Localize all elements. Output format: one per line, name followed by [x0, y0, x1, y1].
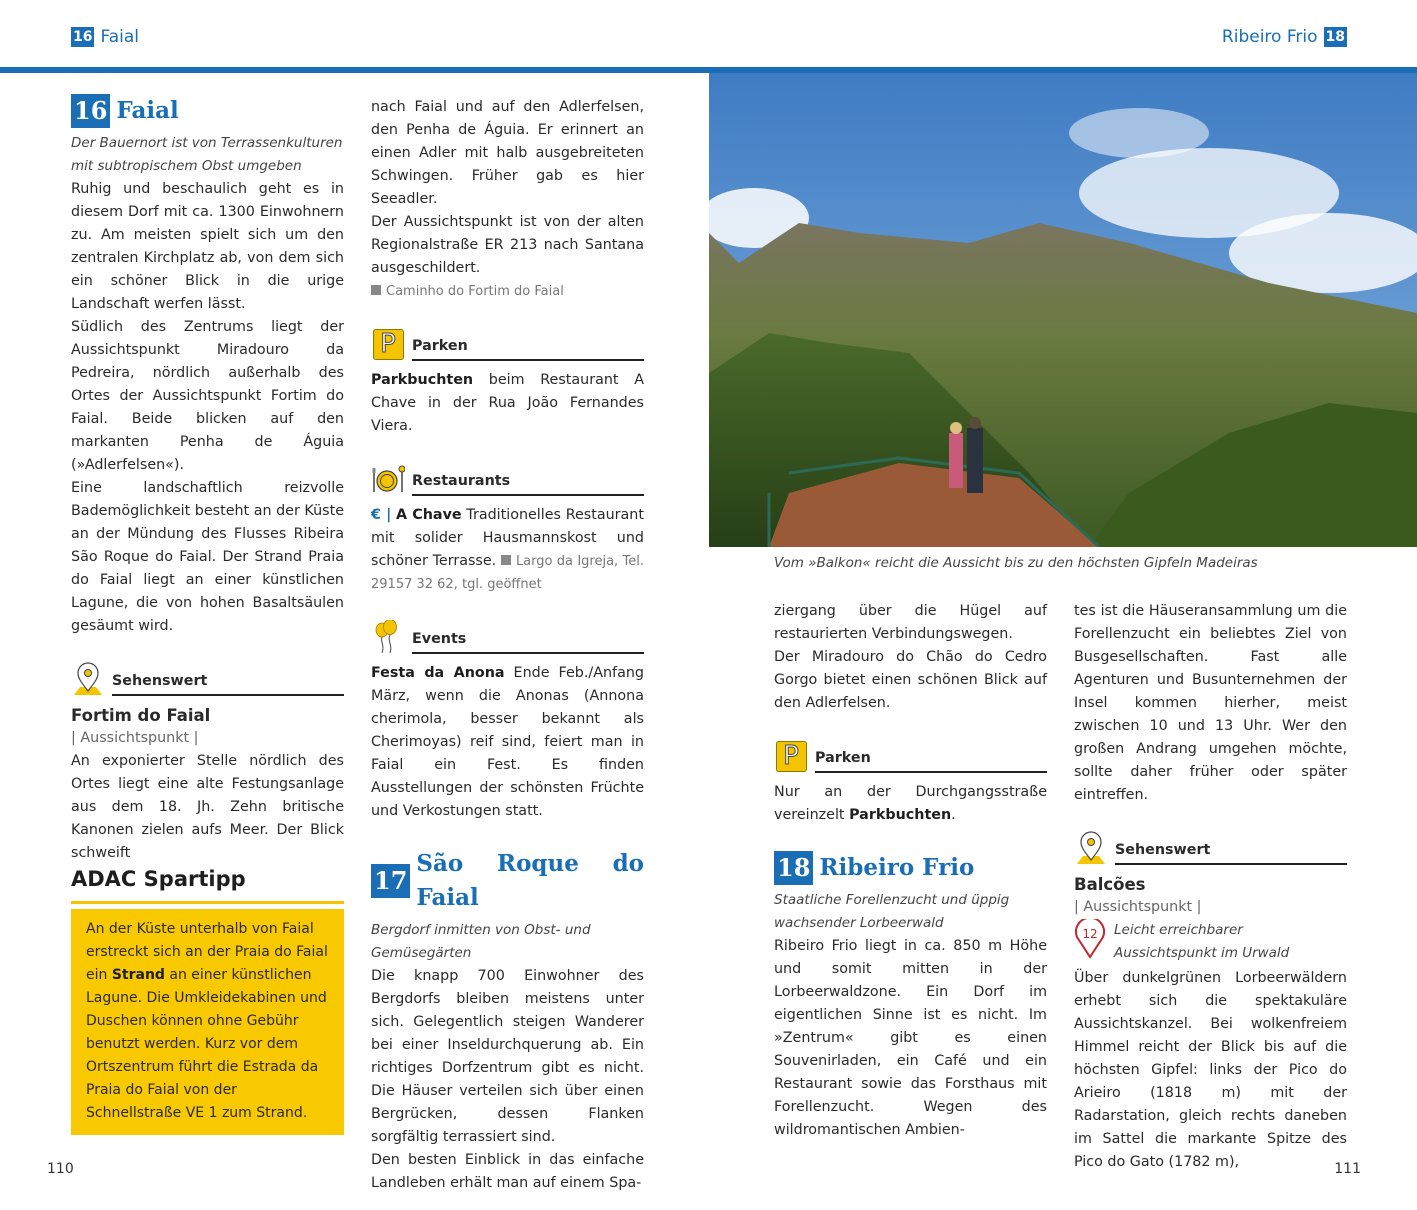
- spartipp-title: ADAC Spartipp: [71, 865, 344, 904]
- sehenswert-heading: [1074, 831, 1347, 865]
- chapter-number: 17: [371, 864, 410, 898]
- events-heading: [371, 620, 644, 654]
- plate-cutlery-icon: [371, 462, 405, 496]
- poi-name: Fortim do Faial: [71, 706, 211, 725]
- parking-icon: P: [371, 327, 405, 361]
- parking-info: [371, 369, 644, 438]
- map-pin-icon: [71, 662, 105, 696]
- parking-text: Nur an der Durchgangsstraße vereinzelt: [774, 784, 1047, 823]
- spartipp-box: [71, 909, 344, 1135]
- parken-heading: [371, 327, 644, 361]
- page-number-left: 110: [47, 1161, 74, 1177]
- restaurant-entry: [371, 504, 644, 596]
- parking-bold: Parkbuchten: [849, 807, 952, 823]
- running-head-number: 18: [1325, 29, 1345, 45]
- running-head-title: Faial: [100, 27, 139, 47]
- parking-text: beim Restaurant A Chave in der Rua João Fernandes Viera.: [371, 372, 644, 434]
- info-label: Events: [412, 628, 644, 654]
- info-label: Sehenswert: [112, 670, 344, 696]
- running-head-left: [71, 27, 139, 47]
- poi-address: [371, 280, 644, 303]
- spartipp-text: an einer künstlichen Lagune. Die Umkleidekabinen und Duschen können ohne Gebühr benutzt werden. Kurz vor dem Ortszentrum führt die Estrada da Praia do Faial von der Schnellstraße VE 1 zum Strand.: [86, 967, 327, 1121]
- running-head-right: [1222, 27, 1347, 47]
- info-label: Parken: [815, 747, 1047, 773]
- address-square-icon: [371, 285, 381, 295]
- page-number-right: 111: [1334, 1161, 1361, 1177]
- running-head-title: Ribeiro Frio: [1221, 27, 1318, 47]
- running-head-number: 16: [73, 29, 93, 45]
- poi-description: Der Aussichtspunkt ist von der alten Regionalstraße ER 213 nach Santana ausgeschildert.: [371, 214, 644, 276]
- restaurant-details: Largo da Igreja, Tel. 29157 32 62, tgl. geöffnet: [371, 554, 644, 592]
- map-marker-icon: [1074, 919, 1106, 967]
- poi-description: An exponierter Stelle nördlich des Ortes liegt eine alte Festungsanlage aus dem 18. Jh. Zehn britische Kanonen zielen aufs Meer. Der Blick schweift: [71, 753, 344, 861]
- body-paragraph-continued: ziergang über die Hügel auf restaurierten Verbindungswegen.: [774, 603, 1047, 642]
- info-label: Parken: [412, 335, 644, 361]
- parking-icon: P: [774, 739, 808, 773]
- map-reference-text: Leicht erreichbarer Aussichtspunkt im Urwald: [1114, 922, 1290, 961]
- info-label: Sehenswert: [1115, 839, 1347, 865]
- spartipp-text: An der Küste unterhalb von Faial erstreckt sich an der Praia do Faial ein: [86, 921, 328, 983]
- event-text: Ende Feb./Anfang März, wenn die Anonas (Annona cherimola, besser bekannt als Cherimoyas) reif sind, feiert man in Faial ein Fest. Es finden Ausstellungen der schönsten Früchte und Verkostungen statt.: [371, 665, 644, 819]
- event-entry: [371, 662, 644, 823]
- chapter-teaser: Bergdorf inmitten von Obst- und Gemüsegärten: [371, 922, 591, 961]
- body-paragraph: Südlich des Zentrums liegt der Aussichtspunkt Miradouro da Pedreira, nördlich außerhalb des Ortes der Aussichtspunkt Fortim do Faial. Beide blicken auf den markanten Penha de Águia (»Adlerfelsen«).: [71, 319, 344, 473]
- sehenswert-heading: [71, 662, 344, 696]
- body-paragraph: Ruhig und beschaulich geht es in diesem Dorf mit ca. 1300 Einwohnern zu. Am meisten spielt sich um den zentralen Kirchplatz ab, von dem sich ein schöner Blick in die urige Landschaft werfen lässt.: [71, 181, 344, 312]
- address-text: Caminho do Fortim do Faial: [386, 284, 564, 299]
- mountain-viewpoint-photo: [709, 73, 1417, 547]
- poi-name: Balcões: [1074, 875, 1146, 894]
- chapter-teaser: Staatliche Forellenzucht und üppig wachsender Lorbeerwald: [774, 892, 1010, 931]
- chapter-title: Faial: [116, 97, 179, 124]
- restaurants-heading: [371, 462, 644, 496]
- price-category: € |: [371, 507, 392, 523]
- event-name: Festa da Anona: [371, 665, 505, 681]
- poi-type: | Aussichtspunkt |: [71, 730, 199, 746]
- chapter-teaser: Der Bauernort ist von Terrassenkulturen mit subtropischem Obst umgeben: [71, 135, 343, 174]
- svg-text:12: 12: [1082, 927, 1098, 941]
- body-paragraph-continued: tes ist die Häuseransammlung um die Forellenzucht ein beliebtes Ziel von Busgesellschaften. Fast alle Agenturen und Busunternehmen der Insel kommen hierher, meist zwischen 10 und 13 Uhr. Wer den großen Andrang umgehen möchte, sollte daher früher oder später eintreffen.: [1074, 603, 1347, 803]
- poi-description-continued: nach Faial und auf den Adlerfelsen, den Penha de Águia. Er erinnert an einen Adler mit halb ausgebreiteten Schwingen. Früher gab es hier Seeadler.: [371, 99, 644, 207]
- map-reference: [1074, 919, 1347, 967]
- column-3: [774, 600, 1047, 1142]
- body-paragraph: Den besten Einblick in das einfache Landleben erhält man auf einem Spa-: [371, 1152, 644, 1191]
- poi-description: Über dunkelgrünen Lorbeerwäldern erhebt sich die spektakuläre Aussichtskanzel. Bei wolkenfreiem Himmel reicht der Blick bis auf die höchsten Gipfel: links der Pico do Arieiro (1818 m) mit der Radarstation, gleich rechts daneben im Sattel die markante Spitze des Pico do Gato (1782 m),: [1074, 970, 1347, 1170]
- body-paragraph: Der Miradouro do Chão do Cedro Gorgo bietet einen schönen Blick auf den Adlerfelsen.: [774, 649, 1047, 711]
- body-paragraph: Die knapp 700 Einwohner des Bergdorfs bleiben meistens unter sich. Gelegentlich steigen Wanderer bei einer Inseldurchquerung ab. Ein richtiges Dorfzentrum gibt es nicht. Die Häuser verteilen sich über einen Bergrücken, dessen Flanken sorgfältig terrassiert sind.: [371, 968, 644, 1145]
- parken-heading: [774, 739, 1047, 773]
- map-pin-icon: [1074, 831, 1108, 865]
- column-4: [1074, 600, 1347, 1174]
- column-1: [71, 94, 344, 1135]
- chapter-title: Ribeiro Frio: [819, 854, 975, 881]
- balloons-icon: [371, 620, 405, 654]
- chapter-heading-sao-roque: [371, 847, 644, 915]
- restaurant-text: Traditionelles Restaurant mit solider Hausmannskost und schöner Terrasse.: [371, 507, 644, 569]
- column-2: [371, 96, 644, 1195]
- parking-end: .: [951, 807, 956, 823]
- poi-type: | Aussichtspunkt |: [1074, 899, 1202, 915]
- restaurant-name: A Chave: [396, 507, 462, 523]
- parking-bold: Parkbuchten: [371, 372, 474, 388]
- chapter-number: 16: [71, 94, 110, 128]
- body-paragraph: Ribeiro Frio liegt in ca. 850 m Höhe und somit mitten in der Lorbeerwaldzone. Ein Dorf im eigentlichen Sinne ist es nicht. Im »Zentrum« gibt es einen Souvenirladen, ein Café und ein Restaurant sowie das Forsthaus mit Forellenzucht. Wegen des wildromantischen Ambien-: [774, 938, 1047, 1138]
- body-paragraph: Eine landschaftlich reizvolle Bademöglichkeit besteht an der Küste an der Mündung des Flusses Ribeira São Roque do Faial. Der Strand Praia do Faial liegt an einer künstlichen Lagune, die von hohen Basaltsäulen gesäumt wird.: [71, 480, 344, 634]
- chapter-title: São Roque do Faial: [416, 850, 644, 911]
- chapter-number: 18: [774, 851, 813, 885]
- address-square-icon: [501, 555, 511, 565]
- info-label: Restaurants: [412, 470, 644, 496]
- spartipp-bold: Strand: [111, 967, 165, 983]
- parking-info: [774, 781, 1047, 827]
- chapter-heading-faial: [71, 94, 344, 128]
- chapter-heading-ribeiro-frio: [774, 851, 1047, 885]
- photo-caption: Vom »Balkon« reicht die Aussicht bis zu den höchsten Gipfeln Madeiras: [774, 555, 1258, 571]
